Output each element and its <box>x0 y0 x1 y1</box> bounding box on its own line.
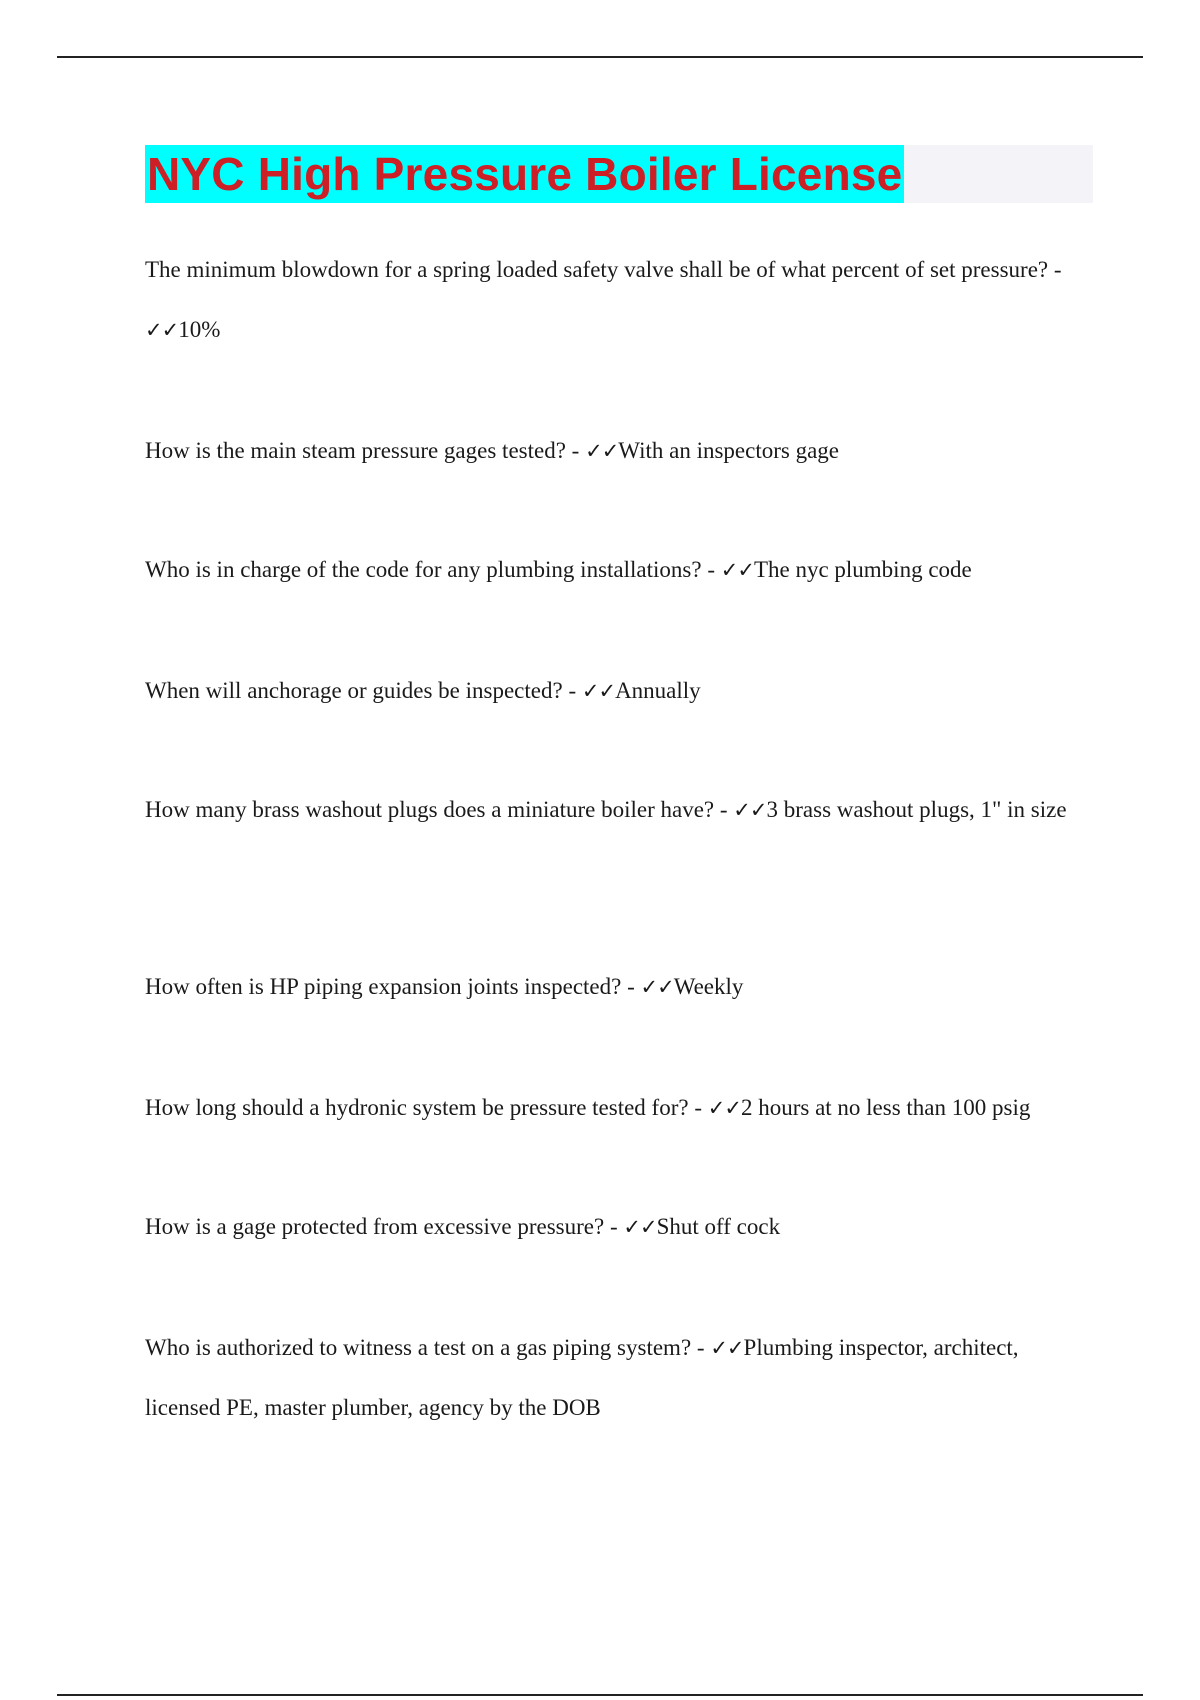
question-text: When will anchorage or guides be inspected? <box>145 678 563 703</box>
answer-text: 2 hours at no less than 100 psig <box>740 1095 1031 1120</box>
qa-item <box>145 240 1085 360</box>
check-icon: ✓✓ <box>623 1215 657 1239</box>
check-icon: ✓✓ <box>720 558 754 582</box>
separator: - <box>1048 257 1062 282</box>
separator: - <box>604 1214 624 1239</box>
question-text: How is the main steam pressure gages tested? <box>145 438 566 463</box>
answer-text: The nyc plumbing code <box>753 557 972 582</box>
qa-item <box>145 421 1085 481</box>
question-text: How is a gage protected from excessive pressure? <box>145 1214 605 1239</box>
answer-text: Shut off cock <box>656 1214 781 1239</box>
question-text: How often is HP piping expansion joints inspected? <box>145 974 622 999</box>
check-icon: ✓✓ <box>710 1336 744 1360</box>
qa-item <box>145 540 1085 600</box>
qa-item <box>145 1318 1085 1438</box>
check-icon: ✓✓ <box>581 679 616 703</box>
separator: - <box>562 678 582 703</box>
document-title: NYC High Pressure Boiler License <box>145 145 904 203</box>
answer-text: Weekly <box>673 974 744 999</box>
separator: - <box>565 438 586 463</box>
answer-text: 3 brass washout plugs, 1" in size <box>766 797 1067 822</box>
separator: - <box>714 797 734 822</box>
question-text: Who is authorized to witness a test on a gas piping system? <box>145 1335 692 1360</box>
answer-text: Plumbing inspector, architect, licensed PE, master plumber, agency by the DOB <box>145 1335 1019 1420</box>
separator: - <box>688 1095 708 1120</box>
question-text: How long should a hydronic system be pressure tested for? <box>145 1095 689 1120</box>
answer-text: With an inspectors gage <box>618 438 839 463</box>
check-icon: ✓✓ <box>585 439 619 463</box>
separator: - <box>701 557 721 582</box>
check-icon: ✓✓ <box>733 798 767 822</box>
qa-item <box>145 1197 1085 1257</box>
bottom-divider <box>57 1694 1143 1696</box>
check-icon: ✓✓ <box>707 1096 741 1120</box>
answer-text: Annually <box>615 678 701 703</box>
qa-item <box>145 661 1085 721</box>
separator: - <box>691 1335 711 1360</box>
qa-item <box>145 957 1085 1017</box>
separator: - <box>621 974 641 999</box>
question-text: Who is in charge of the code for any plumbing installations? <box>145 557 702 582</box>
check-icon: ✓✓ <box>640 975 674 999</box>
answer-text: 10% <box>178 317 221 342</box>
check-icon: ✓✓ <box>145 318 179 342</box>
qa-item <box>145 1078 1085 1138</box>
question-text: How many brass washout plugs does a miniature boiler have? <box>145 797 715 822</box>
top-divider <box>57 56 1143 58</box>
qa-item <box>145 780 1085 840</box>
question-text: The minimum blowdown for a spring loaded safety valve shall be of what percent of set pressure? <box>145 257 1049 282</box>
